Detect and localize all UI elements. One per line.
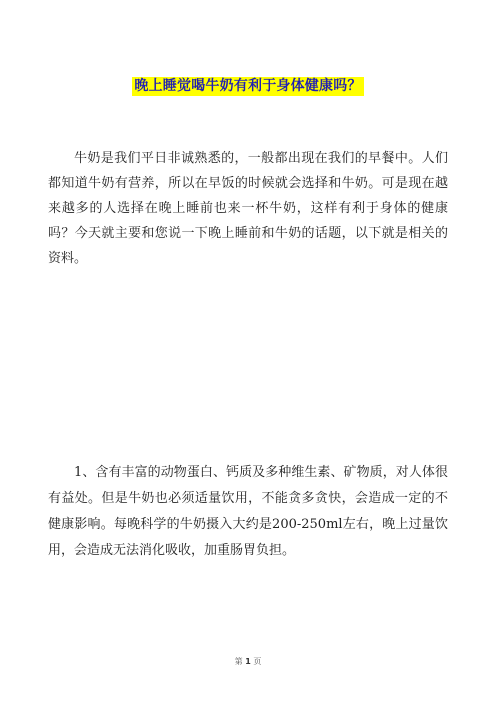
document-title: 晚上睡觉喝牛奶有利于身体健康吗？ bbox=[134, 78, 362, 94]
paragraph-intro: 牛奶是我们平日非诚熟悉的，一般都出现在我们的早餐中。人们都知道牛奶有营养，所以在早饭的时候就会选择和牛奶。可是现在越来越多的人选择在晚上睡前也来一杯牛奶，这样有利于身体的健康吗？今天就主要和您说一下晚上睡前和牛奶的话题，以下就是相关的资料。 bbox=[48, 151, 448, 266]
page-number: 1 bbox=[245, 657, 251, 666]
footer-prefix: 第 bbox=[234, 657, 243, 666]
page-footer bbox=[0, 656, 496, 667]
title-container bbox=[0, 75, 496, 96]
footer-suffix: 页 bbox=[253, 657, 262, 666]
paragraph-point-1: 1、含有丰富的动物蛋白、钙质及多种维生素、矿物质，对人体很有益处。但是牛奶也必须适量饮用，不能贪多贪快，会造成一定的不健康影响。每晚科学的牛奶摄入大约是200-250ml左右，晚上过量饮用，会造成无法消化吸收，加重肠胃负担。 bbox=[48, 465, 448, 558]
